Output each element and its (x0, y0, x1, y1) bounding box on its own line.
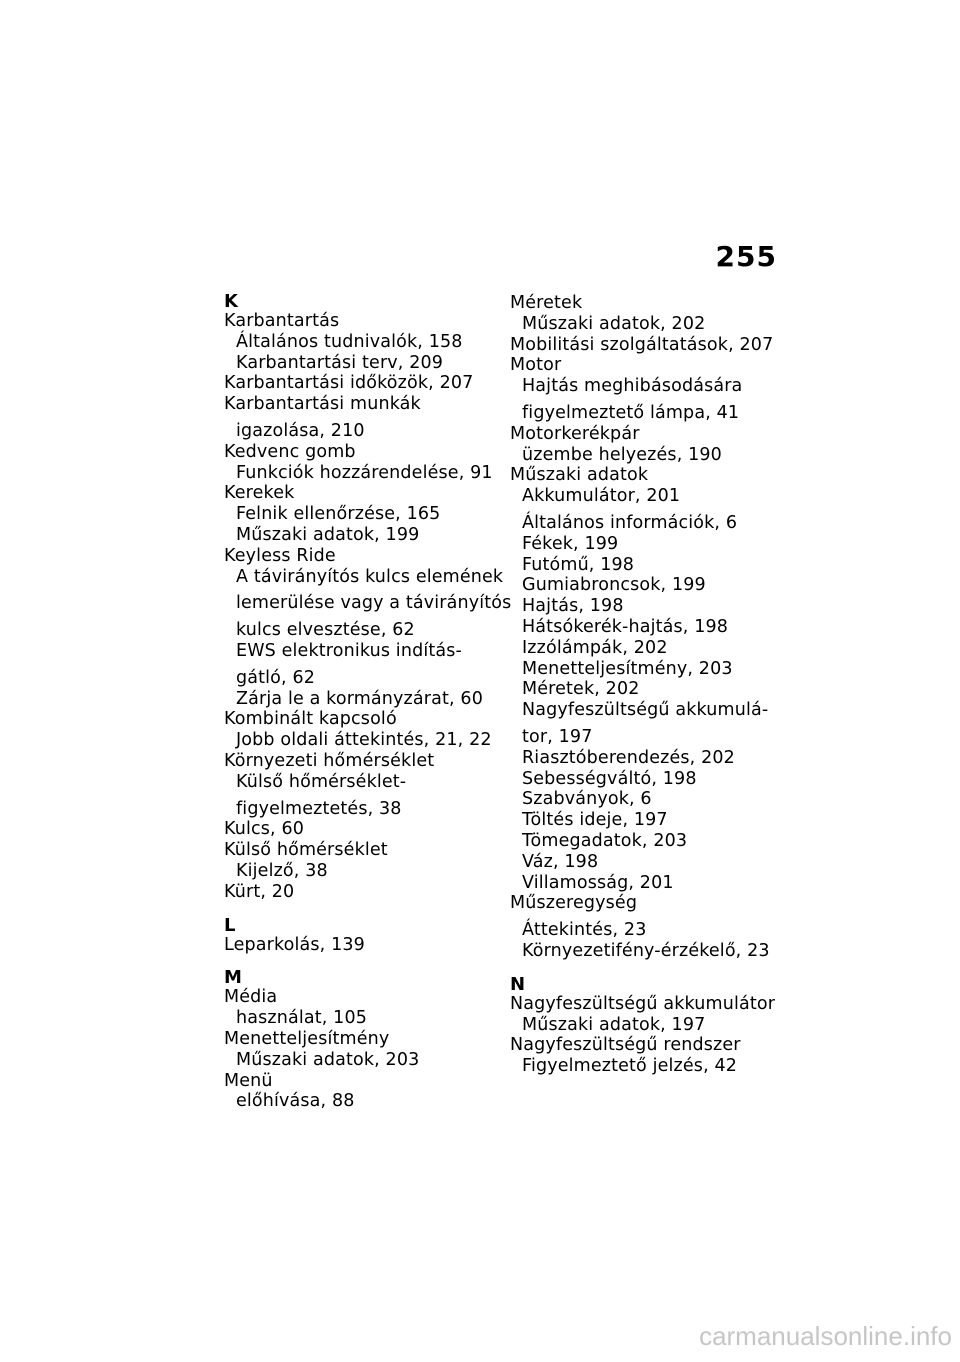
index-entry: Nagyfeszültségű rendszer (510, 1035, 741, 1056)
index-subentry: kulcs elvesztése, 62 (236, 620, 415, 641)
index-entry: Környezeti hőmérséklet (224, 750, 435, 771)
index-entry: Motor (510, 355, 562, 376)
index-entry: Karbantartási időközök, 207 (224, 373, 474, 394)
index-subentry: Zárja le a kormányzárat, 60 (236, 688, 483, 709)
index-entry: Keyless Ride (224, 545, 336, 566)
index-subentry: Tömegadatok, 203 (522, 830, 688, 851)
page-number: 255 (715, 240, 777, 273)
index-subentry: lemerülése vagy a távirányítós (236, 593, 512, 614)
index-subentry: Villamosság, 201 (522, 872, 674, 893)
index-subentry: üzembe helyezés, 190 (522, 444, 722, 465)
index-entry: Méretek (510, 293, 583, 313)
index-subentry: Karbantartási terv, 209 (236, 352, 444, 373)
index-entry: Kombinált kapcsoló (224, 709, 397, 730)
index-subentry: Töltés ideje, 197 (522, 810, 668, 831)
index-subentry: Sebességváltó, 198 (522, 768, 697, 789)
index-entry: Kedvenc gomb (224, 441, 356, 462)
index-subentry: A távirányítós kulcs elemének (236, 566, 504, 587)
index-subentry: Műszaki adatok, 197 (522, 1014, 706, 1035)
index-subentry: Riasztóberendezés, 202 (522, 747, 735, 768)
index-subentry: Hajtás meghibásodására (522, 376, 743, 397)
index-subentry: Nagyfeszültségű akkumulá- (522, 700, 769, 721)
index-entry: Karbantartás (224, 311, 340, 331)
index-column-left (224, 291, 512, 1112)
index-entry: Műszeregység (510, 893, 638, 914)
index-subentry: előhívása, 88 (236, 1091, 355, 1112)
index-entry: Kulcs, 60 (224, 819, 305, 840)
index-letter-heading: K (224, 291, 238, 312)
index-letter-heading: N (510, 973, 526, 995)
index-subentry: Műszaki adatok, 202 (522, 313, 706, 334)
index-entry: Mobilitási szolgáltatások, 207 (510, 334, 774, 355)
index-entry: Nagyfeszültségű akkumulátor (510, 993, 776, 1014)
watermark: carmanualsonline.info (699, 1321, 952, 1351)
index-subentry: Műszaki adatok, 199 (236, 524, 420, 545)
index-subentry: Műszaki adatok, 203 (236, 1049, 420, 1070)
index-subentry: Gumiabroncsok, 199 (522, 575, 706, 596)
index-subentry: Hajtás, 198 (522, 596, 624, 617)
index-subentry: Izzólámpák, 202 (522, 637, 668, 658)
index-subentry: Váz, 198 (522, 851, 599, 872)
index-subentry: Fékek, 199 (522, 533, 619, 554)
index-subentry: tor, 197 (522, 726, 593, 747)
index-letter-heading: M (224, 967, 242, 989)
index-subentry: figyelmeztetés, 38 (236, 798, 402, 819)
index-subentry: figyelmeztető lámpa, 41 (522, 402, 740, 423)
index-subentry: Figyelmeztető jelzés, 42 (522, 1056, 738, 1077)
index-subentry: Külső hőmérséklet- (236, 771, 407, 792)
index-subentry: Általános tudnivalók, 158 (236, 331, 463, 352)
index-entry: Külső hőmérséklet (224, 840, 388, 861)
index-entry: Műszaki adatok (510, 465, 649, 486)
index-letter-heading: L (224, 914, 236, 936)
index-entry: Menetteljesítmény (224, 1028, 390, 1049)
index-entry: Leparkolás, 139 (224, 934, 365, 955)
index-entry: Menü (224, 1070, 273, 1091)
index-subentry: Menetteljesítmény, 203 (522, 658, 733, 679)
index-subentry: használat, 105 (236, 1008, 368, 1029)
index-entry: Kerekek (224, 483, 295, 504)
index-subentry: Környezetifény-érzékelő, 23 (522, 940, 770, 961)
index-subentry: Szabványok, 6 (522, 789, 652, 810)
index-subentry: Futómű, 198 (522, 554, 635, 575)
index-subentry: igazolása, 210 (236, 420, 365, 441)
index-subentry: gátló, 62 (236, 667, 316, 688)
index-column-right (510, 293, 780, 1077)
index-entry: Média (224, 987, 278, 1008)
index-subentry: Akkumulátor, 201 (522, 486, 681, 507)
index-subentry: Általános információk, 6 (522, 512, 738, 533)
index-entry: Kürt, 20 (224, 881, 295, 902)
index-subentry: Funkciók hozzárendelése, 91 (236, 462, 493, 483)
index-subentry: Áttekintés, 23 (522, 920, 647, 941)
index-subentry: Felnik ellenőrzése, 165 (236, 504, 441, 525)
index-entry: Motorkerékpár (510, 423, 640, 444)
index-subentry: Jobb oldali áttekintés, 21, 22 (236, 730, 492, 751)
index-entry: Karbantartási munkák (224, 394, 421, 415)
index-subentry: Méretek, 202 (522, 679, 640, 700)
index-subentry: Hátsókerék-hajtás, 198 (522, 616, 729, 637)
index-subentry: EWS elektronikus indítás- (236, 640, 462, 661)
index-subentry: Kijelző, 38 (236, 860, 328, 881)
